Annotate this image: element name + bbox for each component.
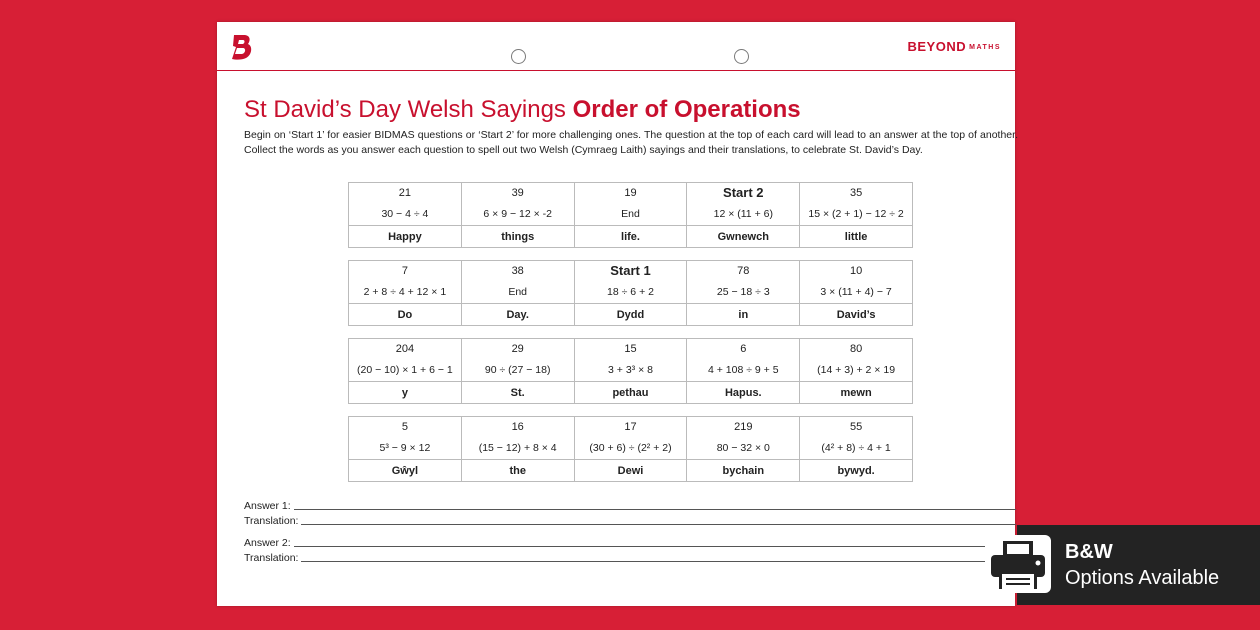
answer-line-label: Translation: bbox=[244, 552, 299, 564]
card-question: 80 − 32 × 0 bbox=[716, 442, 770, 454]
card-answer: 5 bbox=[401, 421, 408, 433]
loop-card bbox=[800, 261, 912, 325]
card-question: 5³ − 9 × 12 bbox=[379, 442, 431, 454]
loop-card bbox=[687, 183, 800, 247]
answer-line bbox=[244, 497, 1016, 512]
card-question: 30 − 4 ÷ 4 bbox=[381, 208, 429, 220]
translation-line bbox=[244, 549, 1016, 564]
card-answer: 38 bbox=[511, 265, 524, 277]
card-row bbox=[348, 260, 913, 326]
card-question: 3 + 3³ × 8 bbox=[608, 364, 653, 376]
card-row bbox=[348, 182, 913, 248]
card-word: life. bbox=[575, 225, 687, 248]
title-bold: Order of Operations bbox=[572, 96, 801, 123]
card-answer: 78 bbox=[737, 265, 750, 277]
card-word: y bbox=[349, 381, 461, 404]
card-row bbox=[348, 338, 913, 404]
card-word: mewn bbox=[800, 381, 912, 404]
loop-card bbox=[349, 339, 462, 403]
write-in-rule bbox=[301, 561, 1016, 562]
loop-card bbox=[462, 339, 575, 403]
card-answer: 39 bbox=[511, 187, 524, 199]
brand-name: BEYOND bbox=[907, 39, 967, 54]
card-word: St. bbox=[462, 381, 574, 404]
card-question: (14 + 3) + 2 × 19 bbox=[817, 364, 896, 376]
card-answer: 15 bbox=[624, 343, 637, 355]
card-question: 15 × (2 + 1) − 12 ÷ 2 bbox=[808, 208, 904, 220]
answer-line-label: Answer 1: bbox=[244, 500, 291, 512]
bw-subtitle: Options Available bbox=[1065, 567, 1220, 589]
write-in-rule bbox=[301, 524, 1016, 525]
answer-line-label: Answer 2: bbox=[244, 537, 291, 549]
card-answer: 7 bbox=[401, 265, 408, 277]
loop-card bbox=[462, 261, 575, 325]
card-answer: 17 bbox=[624, 421, 637, 433]
loop-card bbox=[687, 339, 800, 403]
card-answer: 55 bbox=[849, 421, 863, 433]
loop-card bbox=[349, 261, 462, 325]
card-word: Gŵyl bbox=[349, 459, 461, 482]
bw-title: B&W bbox=[1065, 541, 1113, 563]
card-question: (4² + 8) ÷ 4 + 1 bbox=[821, 442, 891, 454]
card-row bbox=[348, 416, 913, 482]
printer-icon bbox=[983, 533, 1053, 595]
beyond-logo-icon bbox=[230, 33, 254, 61]
title-main: St David’s Day Welsh Sayings bbox=[244, 96, 573, 123]
card-word: little bbox=[800, 225, 912, 248]
card-word: the bbox=[462, 459, 574, 482]
card-answer: 21 bbox=[398, 187, 412, 199]
loop-card bbox=[575, 417, 688, 481]
bw-options-banner bbox=[1017, 525, 1260, 605]
punch-hole-left bbox=[511, 49, 526, 64]
card-question: 90 ÷ (27 − 18) bbox=[484, 364, 551, 376]
card-word: Day. bbox=[462, 303, 574, 326]
card-word: bywyd. bbox=[800, 459, 912, 482]
card-answer: 35 bbox=[849, 187, 863, 199]
card-answer: 10 bbox=[849, 265, 863, 277]
card-answer: Start 2 bbox=[723, 185, 764, 200]
loop-card bbox=[800, 417, 912, 481]
card-word: Dydd bbox=[575, 303, 687, 326]
loop-card bbox=[349, 183, 462, 247]
loop-card bbox=[462, 417, 575, 481]
card-word: in bbox=[687, 303, 799, 326]
card-question: End bbox=[508, 286, 528, 298]
card-word: things bbox=[462, 225, 574, 248]
loop-card bbox=[800, 339, 912, 403]
card-word: Happy bbox=[349, 225, 461, 248]
loop-card bbox=[349, 417, 462, 481]
loop-card bbox=[687, 417, 800, 481]
card-answer: 204 bbox=[395, 343, 415, 355]
card-word: Gwnewch bbox=[687, 225, 799, 248]
brand-label bbox=[908, 39, 1002, 54]
card-word: pethau bbox=[575, 381, 687, 404]
card-answer: 6 bbox=[740, 343, 747, 355]
card-answer: 80 bbox=[849, 343, 863, 355]
brand-sub: MATHS bbox=[969, 44, 1001, 51]
loop-card bbox=[575, 261, 688, 325]
loop-card bbox=[687, 261, 800, 325]
write-in-rule bbox=[294, 509, 1016, 510]
card-word: David’s bbox=[800, 303, 912, 326]
card-question: 25 − 18 ÷ 3 bbox=[716, 286, 770, 298]
translation-line bbox=[244, 512, 1016, 527]
card-question: 12 × (11 + 6) bbox=[713, 208, 773, 220]
card-question: (20 − 10) × 1 + 6 − 1 bbox=[357, 364, 453, 376]
answer-line bbox=[244, 534, 1016, 549]
card-word: Dewi bbox=[575, 459, 687, 482]
loop-card bbox=[575, 339, 688, 403]
card-answer: 16 bbox=[511, 421, 524, 433]
card-answer: 19 bbox=[624, 187, 637, 199]
card-question: End bbox=[621, 208, 640, 220]
card-question: 3 × (11 + 4) − 7 bbox=[820, 286, 892, 298]
card-word: Do bbox=[349, 303, 461, 326]
write-in-rule bbox=[294, 546, 1016, 547]
worksheet-preview bbox=[217, 22, 1018, 606]
loop-card bbox=[800, 183, 912, 247]
card-word: Hapus. bbox=[687, 381, 799, 404]
answer-line-label: Translation: bbox=[244, 515, 299, 527]
card-answer: Start 1 bbox=[610, 263, 651, 278]
card-question: (30 + 6) ÷ (2² + 2) bbox=[589, 442, 672, 454]
loop-cards-grid bbox=[348, 182, 913, 494]
instructions-text: Begin on ‘Start 1’ for easier BIDMAS questions or ‘Start 2’ for more challenging ones. The question at the top of each card will lead to an answer at the top of another. Collect the words as you answer each question to spell out two Welsh (Cymraeg Laith) sayings and their translations, to celebrate St. David’s Day. bbox=[244, 129, 1018, 156]
card-question: 18 ÷ 6 + 2 bbox=[607, 286, 654, 298]
card-word: bychain bbox=[687, 459, 799, 482]
loop-card bbox=[462, 183, 575, 247]
card-question: (15 − 12) + 8 × 4 bbox=[478, 442, 557, 454]
answer-lines bbox=[244, 497, 1016, 564]
loop-card bbox=[575, 183, 688, 247]
card-question: 6 × 9 − 12 × -2 bbox=[483, 208, 552, 220]
page-title bbox=[244, 96, 801, 124]
card-answer: 219 bbox=[734, 421, 753, 433]
card-question: 4 + 108 ÷ 9 + 5 bbox=[708, 364, 779, 376]
card-answer: 29 bbox=[511, 343, 524, 355]
punch-hole-right bbox=[734, 49, 749, 64]
worksheet-header bbox=[217, 22, 1015, 71]
card-question: 2 + 8 ÷ 4 + 12 × 1 bbox=[363, 286, 447, 298]
